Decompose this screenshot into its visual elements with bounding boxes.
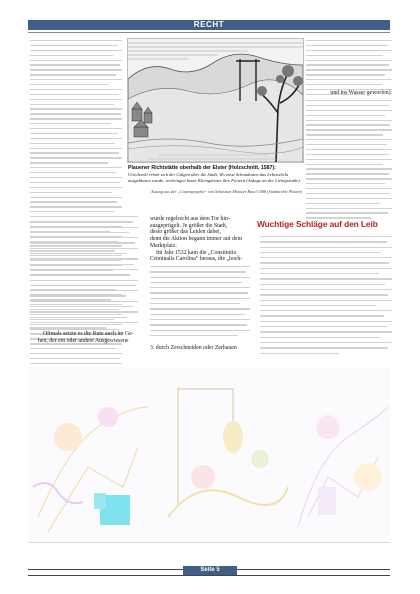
image-caption-credit: Auszug aus der „Cosmographie“ von Sebastian Münster Basel 1588 (Stadtarchiv Plauen) xyxy=(150,189,302,194)
text-line: Oftmals setzte es die Rute auch im Ge- xyxy=(43,331,134,337)
text-line: Marktplatz. xyxy=(150,242,177,249)
column-3-faded-text-middle xyxy=(306,100,392,222)
text-line: denn die Aktion begann immer auf dem xyxy=(150,236,243,243)
image-caption-title: Plauener Richtstätte oberhalb der Elster (Holzschnitt, 1587): xyxy=(128,165,276,171)
bottom-illustration xyxy=(28,367,390,539)
article-headline: Wuchtige Schläge auf den Leib xyxy=(257,219,378,229)
header-rule xyxy=(28,32,390,33)
bottom-illustration-caption xyxy=(28,542,390,548)
middle-column-text-bottom: 3. durch Zerschneiden oder Zerhauen xyxy=(150,345,237,351)
text-line: wurde regelrecht aus dem Tor hin- xyxy=(150,216,230,222)
woodcut-illustration xyxy=(127,38,304,163)
left-column-faded-text-lower xyxy=(30,216,138,333)
middle-column-faded-text xyxy=(150,266,250,340)
text-line: ausgeprügelt. Je größer die Stadt, xyxy=(150,222,228,229)
image-caption-body: Urteilsvoll erhob sich der Galgen über die Stadt. Wo einst Schandtaten das Lebenslicht ausgeblasen wurde, verbringen heute Kleingärtner ihre Freizeit (Anlage an der Liebigstraße). xyxy=(128,172,302,183)
left-column-text-bottom xyxy=(38,331,136,344)
text-line: Im Jahr 1532 kam die „Constitutio xyxy=(156,249,237,256)
text-line: desto größer das Leiden dabei, xyxy=(150,229,221,236)
right-column-faded-text xyxy=(260,236,392,358)
column-3-text-fragment: und ins Wasser geworfen). xyxy=(330,90,392,96)
middle-column-text xyxy=(150,216,250,263)
text-line: hen, der ein oder andere Ausgewiesene xyxy=(38,337,129,344)
text-line: Criminalis Carolina“ heraus, die „hoch- xyxy=(150,256,243,263)
section-title: RECHT xyxy=(193,20,225,29)
footer-rule-lower xyxy=(28,575,390,576)
page-number: Seite 5 xyxy=(183,566,237,575)
